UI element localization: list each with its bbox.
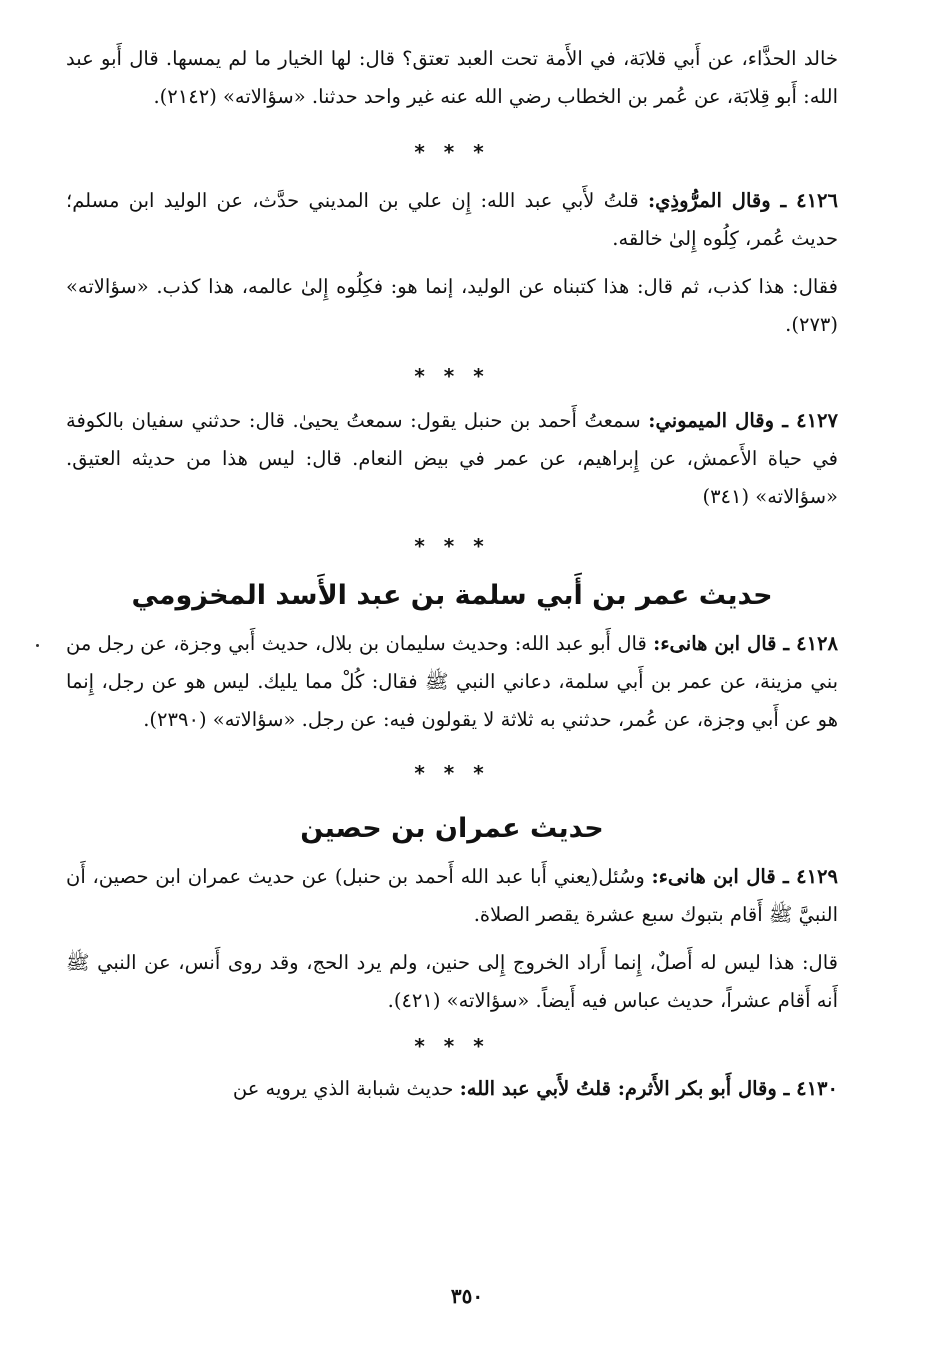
entry-4126-text2: فقال: هذا كذب، ثم قال: هذا كتبناه عن الوليد، إنما هو: فكِلُوه إِلىٰ عالمه، هذا كذب. «سؤالاته» (٢٧٣). bbox=[66, 275, 838, 336]
entry-4129-text2: قال: هذا ليس له أَصلٌ، إِنما أَراد الخروج إِلى حنين، ولم يرد الحج، وقد روى أَنس، عن النبي ﷺ أَنه أَقام عشراً، حديث عباس فيه أَيضاً. «سؤالاته» (٤٢١). bbox=[66, 951, 838, 1012]
section-heading-imran-ibn-husayn: حديث عمران بن حصين bbox=[300, 813, 604, 844]
entry-4129-reply bbox=[66, 944, 838, 1020]
separator: * * * bbox=[414, 534, 490, 558]
entry-4128-lead: ٤١٢٨ ـ قال ابن هانىء: bbox=[653, 632, 838, 655]
page-number: ٣٥٠ bbox=[450, 1284, 484, 1308]
entry-4128-text: قال أَبو عبد الله: وحديث سليمان بن بلال، حديث أَبي وجزة، عن رجل من بني مزينة، عن عمر بن أَبي سلمة، دعاني النبي ﷺ فقال: كُلْ مما يليك. ليس هو عن رجل، إِنما هو عن أَبي وجزة، عن عُمر، حدثني به ثلاثة لا يقولون فيه: عن رجل. «سؤالاته» (٢٣٩٠). bbox=[66, 632, 838, 731]
page-body bbox=[66, 36, 838, 1108]
entry-4126-text: قلتُ لأَبي عبد الله: إِن علي بن المديني حدَّث، عن الوليد ابن مسلم؛ حديث عُمر، كِلُوه إِلىٰ خالقه. bbox=[66, 189, 838, 250]
intro-paragraph bbox=[66, 40, 838, 116]
separator: * * * bbox=[414, 140, 490, 164]
entry-4129-lead: ٤١٢٩ ـ قال ابن هانىء: bbox=[651, 865, 838, 888]
entry-4127-text: سمعتُ أَحمد بن حنبل يقول: سمعتُ يحيىٰ. قال: حدثني سفيان بالكوفة في حياة الأَعمش، عن إِبراهيم، عن عمر في بيض النعام. قال: ليس هذا من حديثه العتيق. «سؤالاته» (٣٤١) bbox=[66, 409, 838, 508]
separator: * * * bbox=[414, 1034, 490, 1058]
entry-4129-text: وسُئل(يعني أَبا عبد الله أَحمد بن حنبل) عن حديث عمران ابن حصين، أَن النبيَّ ﷺ أَقام بتبوك سبع عشرة يقصر الصلاة. bbox=[66, 865, 838, 926]
entry-4126 bbox=[66, 182, 838, 258]
separator: * * * bbox=[414, 761, 490, 785]
entry-4129 bbox=[66, 858, 838, 934]
separator: * * * bbox=[414, 364, 490, 388]
entry-4128 bbox=[66, 625, 838, 739]
entry-4127-lead: ٤١٢٧ ـ وقال الميموني: bbox=[648, 409, 838, 432]
entry-4126-reply bbox=[66, 268, 838, 344]
entry-4130-lead: ٤١٣٠ ـ وقال أَبو بكر الأَثرم: قلتُ لأَبي عبد الله: bbox=[459, 1077, 838, 1100]
entry-4126-lead: ٤١٢٦ ـ وقال المرُّوذِي: bbox=[647, 189, 838, 212]
intro-text: خالد الحذَّاء، عن أَبي قلابَة، في الأَمة تحت العبد تعتق؟ قال: لها الخيار ما لم يمسها. قال أَبو عبد الله: أَبو قِلابَة، عن عُمر بن الخطاب رضي الله عنه غير واحد حدثنا. «سؤالاته» (٢١٤٢). bbox=[66, 47, 838, 108]
section-heading-umar-ibn-abi-salama: حديث عمر بن أَبي سلمة بن عبد الأَسد المخزومي bbox=[131, 580, 773, 611]
entry-4130-text: حديث شبابة الذي يرويه عن bbox=[232, 1077, 460, 1100]
entry-4127 bbox=[66, 402, 838, 516]
scan-speck bbox=[36, 644, 39, 647]
entry-4130 bbox=[66, 1070, 838, 1108]
